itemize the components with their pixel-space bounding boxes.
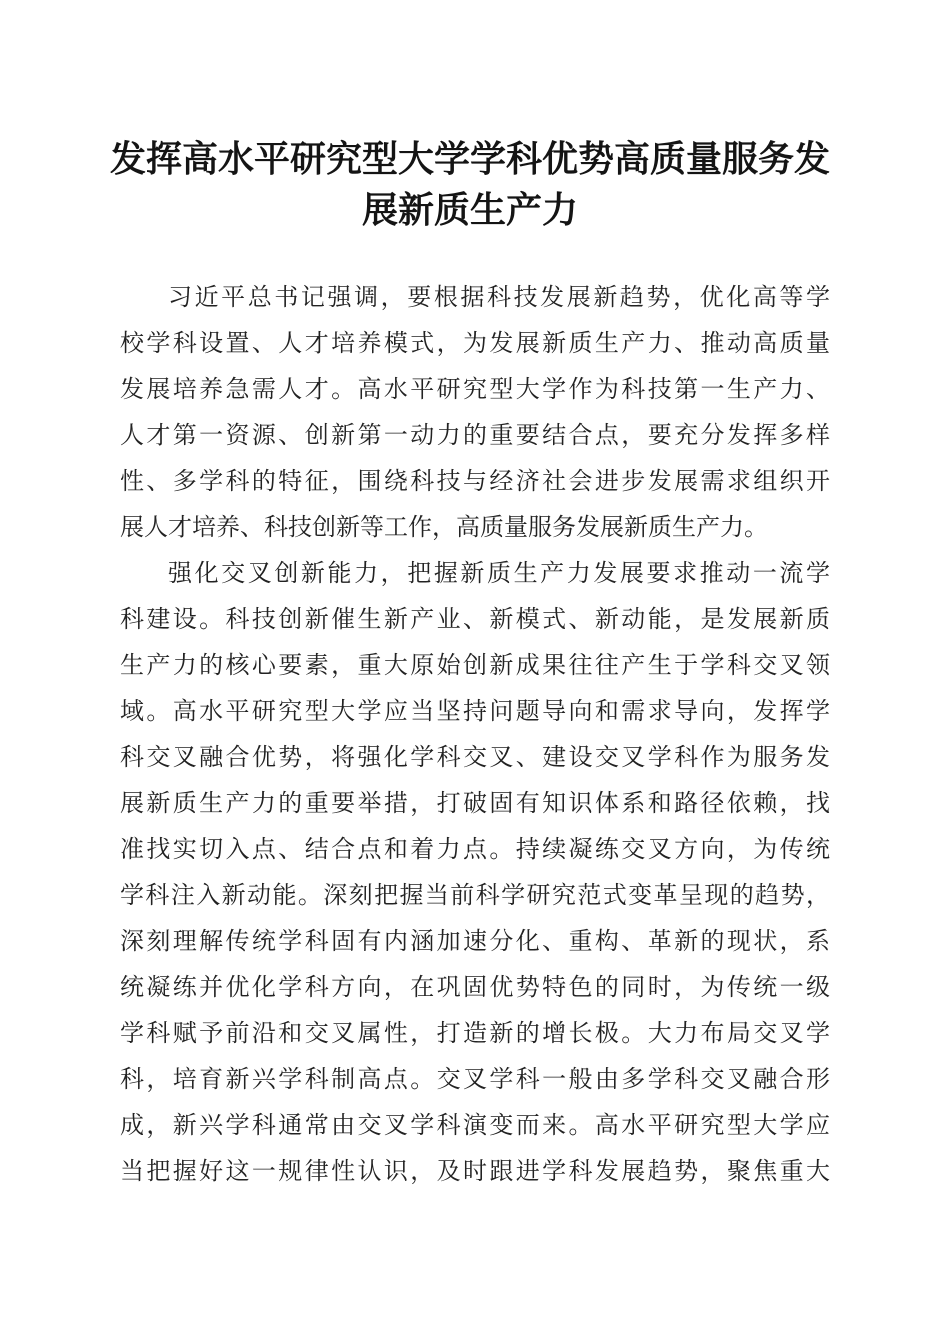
body-text-line: 当把握好这一规律性认识，及时跟进学科发展趋势，聚焦重大 [120, 1157, 830, 1185]
document-body [120, 274, 830, 1194]
body-text-line: 展新质生产力的重要举措，打破固有知识体系和路径依赖，找 [120, 789, 830, 817]
body-text-line: 科建设。科技创新催生新产业、新模式、新动能，是发展新质 [120, 605, 830, 633]
body-text-line: 学科赋予前沿和交叉属性，打造新的增长极。大力布局交叉学 [120, 1019, 830, 1047]
body-text-line: 科交叉融合优势，将强化学科交叉、建设交叉学科作为服务发 [120, 743, 830, 771]
body-text-line: 人才第一资源、创新第一动力的重要结合点，要充分发挥多样 [120, 421, 830, 449]
body-text-line: 生产力的核心要素，重大原始创新成果往往产生于学科交叉领 [120, 651, 830, 679]
body-text-line: 校学科设置、人才培养模式，为发展新质生产力、推动高质量 [120, 329, 830, 357]
title-line-2: 展新质生产力 [361, 189, 578, 231]
body-text-line: 性、多学科的特征，围绕科技与经济社会进步发展需求组织开 [120, 467, 830, 495]
title-line-1: 发挥高水平研究型大学学科优势高质量服务发 [109, 138, 830, 180]
body-text-line: 域。高水平研究型大学应当坚持问题导向和需求导向，发挥学 [120, 697, 830, 725]
body-text-line: 习近平总书记强调，要根据科技发展新趋势，优化高等学 [168, 283, 830, 311]
body-text-line: 发展培养急需人才。高水平研究型大学作为科技第一生产力、 [120, 375, 830, 403]
body-text-line: 成，新兴学科通常由交叉学科演变而来。高水平研究型大学应 [120, 1111, 830, 1139]
body-text-line: 强化交叉创新能力，把握新质生产力发展要求推动一流学 [168, 559, 830, 587]
body-text-line: 准找实切入点、结合点和着力点。持续凝练交叉方向，为传统 [120, 835, 830, 863]
body-text-line: 统凝练并优化学科方向，在巩固优势特色的同时，为传统一级 [120, 973, 830, 1001]
body-text-line: 深刻理解传统学科固有内涵加速分化、重构、革新的现状，系 [120, 927, 830, 955]
body-text-line: 展人才培养、科技创新等工作，高质量服务发展新质生产力。 [120, 513, 768, 541]
body-text-line: 学科注入新动能。深刻把握当前科学研究范式变革呈现的趋势， [120, 881, 830, 909]
document-title [100, 134, 840, 236]
body-text-line: 科，培育新兴学科制高点。交叉学科一般由多学科交叉融合形 [120, 1065, 830, 1093]
